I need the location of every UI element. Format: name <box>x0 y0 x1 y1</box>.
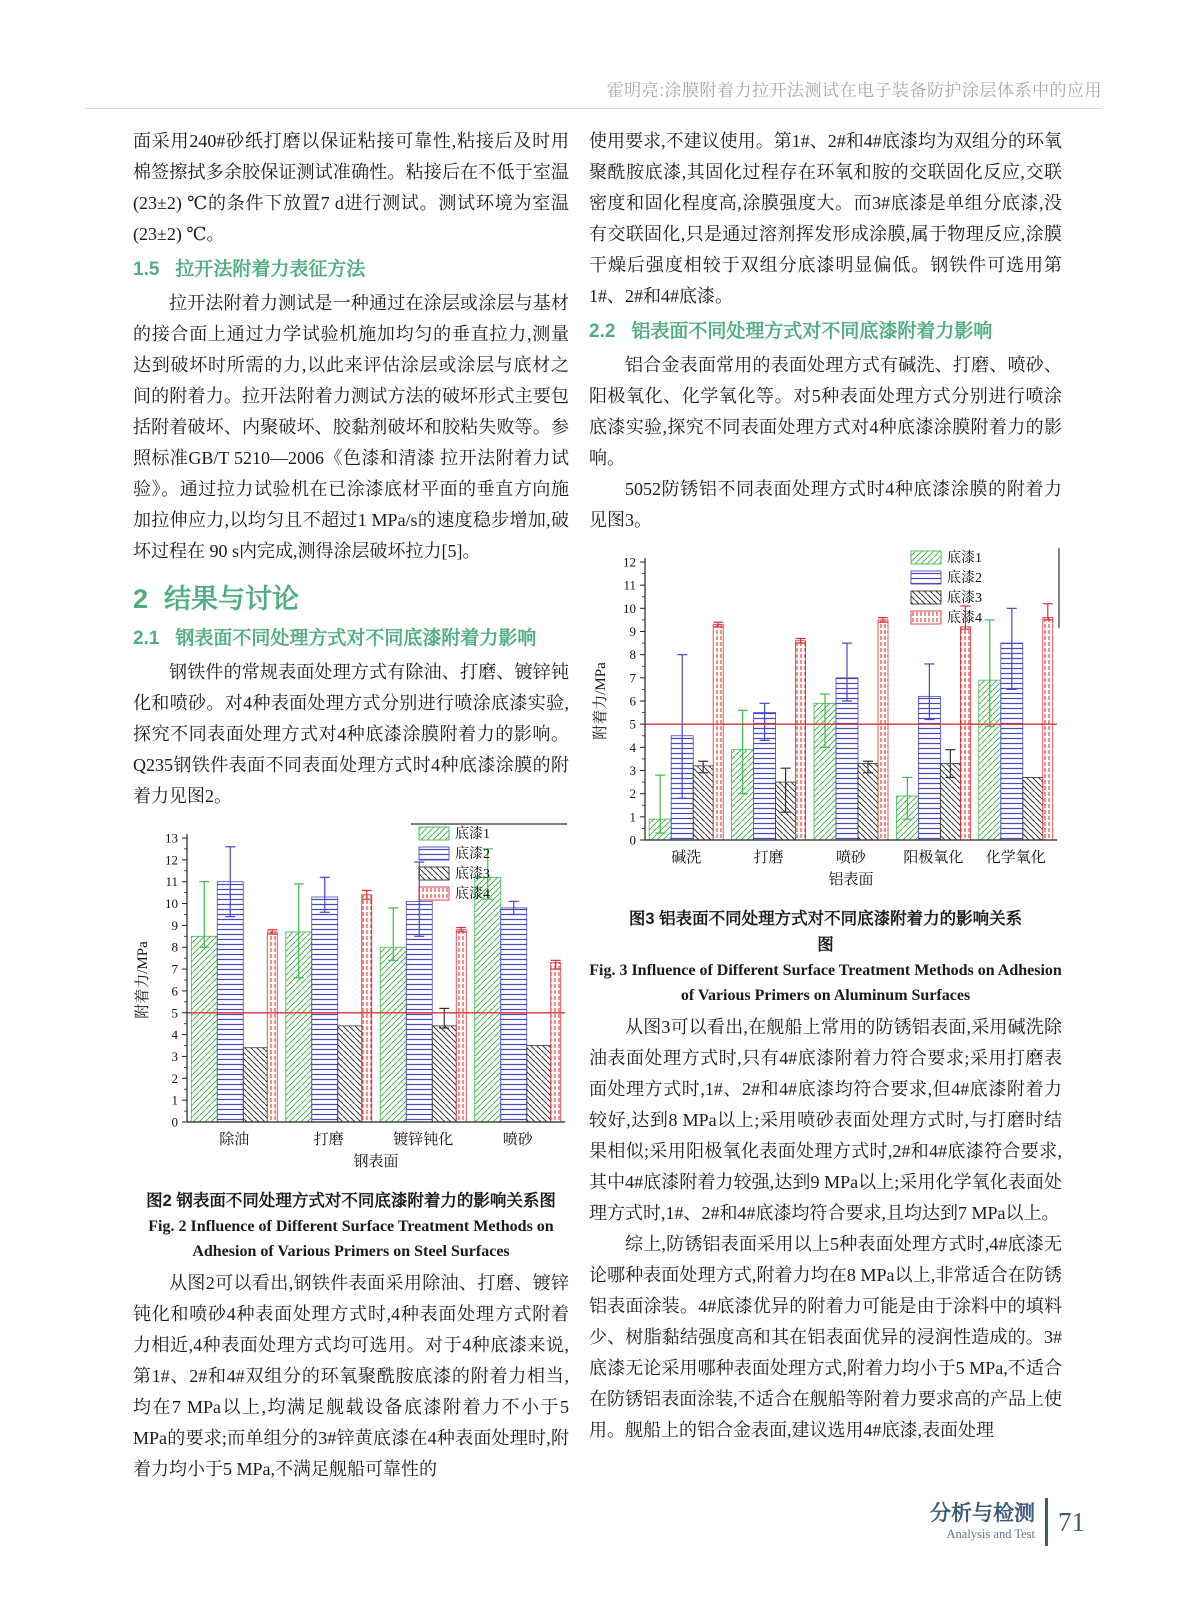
paragraph: 从图2可以看出,钢铁件表面采用除油、打磨、镀锌钝化和喷砂4种表面处理方式时,4种表面处理方式附着力相近,4种表面处理方式均可选用。对于4种底漆来说,第1#、2#和4#双组分的环氧聚酰胺底漆的附着力相当,均在7 MPa以上,均满足舰载设备底漆附着力不小于5 MPa的要求;而单组分的3#锌黄底漆在4种表面处理时,附着力均小于5 MPa,不满足舰船可靠性的 <box>133 1273 569 1479</box>
svg-text:底漆1: 底漆1 <box>455 827 490 842</box>
svg-text:碱洗: 碱洗 <box>670 850 701 866</box>
left-column <box>133 126 569 1485</box>
paragraph: 5052防锈铝不同表面处理方式时4种底漆涂膜的附着力见图3。 <box>589 479 1062 530</box>
svg-text:4: 4 <box>171 1027 178 1043</box>
svg-text:1: 1 <box>171 1092 178 1108</box>
svg-text:11: 11 <box>165 874 178 890</box>
svg-text:5: 5 <box>171 1005 178 1021</box>
svg-text:钢表面: 钢表面 <box>353 1154 399 1170</box>
svg-text:3: 3 <box>629 763 636 778</box>
svg-text:12: 12 <box>622 554 636 570</box>
figure-2 <box>133 822 569 1264</box>
svg-text:铝表面: 铝表面 <box>827 872 874 888</box>
svg-text:阳极氧化: 阳极氧化 <box>902 850 963 866</box>
svg-text:底漆1: 底漆1 <box>946 551 982 566</box>
svg-text:打磨: 打磨 <box>313 1132 344 1148</box>
paragraph: 综上,防锈铝表面采用以上5种表面处理方式时,4#底漆无论哪种表面处理方式,附着力均在8 MPa以上,非常适合在防锈铝表面涂装。4#底漆优异的附着力可能是由于涂料中的填料少、树脂黏结强度高和其在铝表面优异的浸润性造成的。3#底漆无论采用哪种表面处理方式,附着力均小于5 MPa,不适合在防锈铝表面涂装,不适合在舰船等附着力要求高的产品上使用。舰船上的铝合金表面,建议选用4#底漆,表面处理 <box>589 1234 1062 1440</box>
svg-text:底漆4: 底漆4 <box>455 887 490 902</box>
paragraph: 拉开法附着力测试是一种通过在涂层或涂层与基材的接合面上通过力学试验机施加均匀的垂直拉力,测量达到破坏时所需的力,以此来评估涂层或涂层与底材之间的附着力。拉开法附着力测试方法的破坏形式主要包括附着破坏、内聚破坏、胶黏剂破坏和胶粘失败等。参照标准GB/T 5210—2006《色漆和清漆 拉开法附着力试验》。通过拉力试验机在已涂漆底材平面的垂直方向施加拉伸应力,以均匀且不超过1 MPa/s的速度稳步增加,破坏过程在 90 s内完成,测得涂层破坏拉力[5]。 <box>133 293 569 561</box>
svg-text:0: 0 <box>629 832 636 848</box>
journal-name-cn: 分析与检测 <box>930 1502 1035 1525</box>
svg-text:4: 4 <box>629 739 636 755</box>
svg-text:喷砂: 喷砂 <box>502 1132 533 1148</box>
figure2-caption-cn: 图2 钢表面不同处理方式对不同底漆附着力的影响关系图 <box>146 1192 556 1210</box>
figure3-caption-en: Fig. 3 Influence of Different Surface Treatment Methods on Adhesion of Various Primers on Aluminum Surfaces <box>589 962 1062 1004</box>
svg-text:2: 2 <box>629 786 636 802</box>
section-2-heading <box>133 579 569 619</box>
figure3-bar-chart <box>591 546 1061 892</box>
svg-text:除油: 除油 <box>219 1132 250 1148</box>
svg-text:7: 7 <box>629 670 636 686</box>
paragraph: 使用要求,不建议使用。第1#、2#和4#底漆均为双组分的环氧聚酰胺底漆,其固化过程存在环氧和胺的交联固化反应,交联密度和固化程度高,涂膜强度大。而3#底漆是单组分底漆,没有交联固化,只是通过溶剂挥发形成涂膜,属于物理反应,涂膜干燥后强度相较于双组分底漆明显偏低。钢铁件可选用第1#、2#和4#底漆。 <box>589 131 1062 306</box>
header-rule <box>85 108 1102 109</box>
svg-text:喷砂: 喷砂 <box>835 850 866 866</box>
section-2-1-heading <box>133 624 569 654</box>
figure2-caption-en: Fig. 2 Influence of Different Surface Treatment Methods on Adhesion of Various Primers on Steel Surfaces <box>148 1218 554 1260</box>
svg-text:底漆4: 底漆4 <box>946 611 982 626</box>
svg-text:10: 10 <box>165 896 178 912</box>
svg-text:8: 8 <box>171 939 178 955</box>
svg-text:3: 3 <box>171 1048 178 1064</box>
svg-text:附着力/MPa: 附着力/MPa <box>592 662 609 740</box>
svg-text:底漆3: 底漆3 <box>455 867 490 882</box>
svg-text:9: 9 <box>171 917 178 933</box>
section-title: 结果与讨论 <box>164 584 300 614</box>
section-2-2-heading <box>589 317 1062 347</box>
svg-text:化学氧化: 化学氧化 <box>985 850 1046 866</box>
svg-text:1: 1 <box>629 809 636 825</box>
svg-text:11: 11 <box>622 577 636 593</box>
footer-divider <box>1045 1498 1048 1546</box>
svg-text:镀锌钝化: 镀锌钝化 <box>393 1132 454 1148</box>
svg-text:0: 0 <box>171 1114 178 1130</box>
section-number: 2.2 <box>589 321 616 342</box>
paragraph: 面采用240#砂纸打磨以保证粘接可靠性,粘接后及时用棉签擦拭多余胶保证测试准确性。粘接后在不低于室温(23±2) ℃的条件下放置7 d进行测试。测试环境为室温(23±2) ℃。 <box>133 131 569 244</box>
svg-text:底漆3: 底漆3 <box>946 591 982 606</box>
svg-text:打磨: 打磨 <box>753 850 784 866</box>
figure2-bar-chart <box>133 822 569 1174</box>
section-title: 铝表面不同处理方式对不同底漆附着力影响 <box>631 321 993 342</box>
svg-text:附着力/MPa: 附着力/MPa <box>135 941 151 1019</box>
svg-text:6: 6 <box>171 983 178 999</box>
page-footer <box>930 1498 1085 1546</box>
svg-text:13: 13 <box>165 830 178 846</box>
journal-name-en: Analysis and Test <box>946 1527 1035 1541</box>
paragraph: 从图3可以看出,在舰船上常用的防锈铝表面,采用碱洗除油表面处理方式时,只有4#底漆附着力符合要求;采用打磨表面处理方式时,1#、2#和4#底漆均符合要求,但4#底漆附着力较好,达到8 MPa以上;采用喷砂表面处理方式时,与打磨时结果相似;采用阳极氧化表面处理方式时,2#和4#底漆符合要求,其中4#底漆附着力较强,达到9 MPa以上;采用化学氧化表面处理方式时,1#、2#和4#底漆均符合要求,且均达到7 MPa以上。 <box>589 1017 1062 1223</box>
section-title: 拉开法附着力表征方法 <box>175 259 366 280</box>
paragraph: 钢铁件的常规表面处理方式有除油、打磨、镀锌钝化和喷砂。对4种表面处理方式分别进行喷涂底漆实验,探究不同表面处理方式对4种底漆涂膜附着力的影响。Q235钢铁件表面不同表面处理方式时4种底漆涂膜的附着力见图2。 <box>133 662 569 806</box>
svg-text:5: 5 <box>629 716 636 732</box>
svg-text:7: 7 <box>171 961 178 977</box>
svg-text:8: 8 <box>629 647 636 663</box>
figure-3 <box>589 546 1062 1008</box>
section-1-5-heading <box>133 255 569 285</box>
section-number: 2 <box>133 584 149 614</box>
running-head: 霍明亮:涂膜附着力拉开法测试在电子装备防护涂层体系中的应用 <box>606 81 1102 100</box>
svg-text:10: 10 <box>622 600 636 616</box>
svg-text:6: 6 <box>629 693 636 709</box>
svg-text:底漆2: 底漆2 <box>946 571 982 586</box>
svg-text:12: 12 <box>165 852 178 868</box>
section-number: 1.5 <box>133 259 160 280</box>
paragraph: 铝合金表面常用的表面处理方式有碱洗、打磨、喷砂、阳极氧化、化学氧化等。对5种表面处理方式分别进行喷涂底漆实验,探究不同表面处理方式对4种底漆涂膜附着力的影响。 <box>589 355 1062 468</box>
right-column <box>589 126 1062 1446</box>
section-title: 钢表面不同处理方式对不同底漆附着力影响 <box>175 628 537 649</box>
svg-text:9: 9 <box>629 624 636 639</box>
svg-text:2: 2 <box>171 1070 178 1086</box>
figure3-caption-cn: 图3 铝表面不同处理方式对不同底漆附着力的影响关系图 <box>628 910 1023 954</box>
page-number: 71 <box>1058 1507 1085 1537</box>
svg-text:底漆2: 底漆2 <box>455 847 490 862</box>
section-number: 2.1 <box>133 628 160 649</box>
journal-name <box>930 1502 1035 1542</box>
